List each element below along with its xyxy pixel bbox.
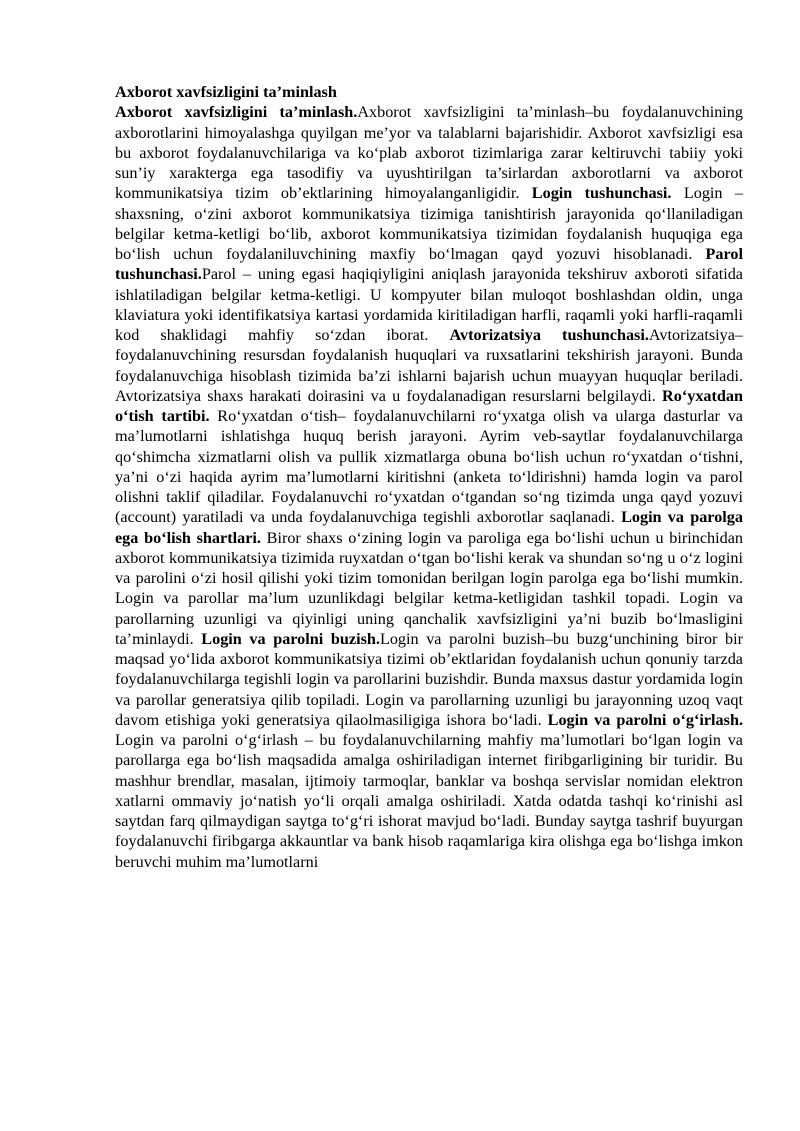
term-login-parol-shartlari: Login va parolga ega boʻlish shartlari. [115, 508, 743, 547]
text-login: Login – shaxsning, oʻzini axborot kommunikatsiya tizimiga tanishtirish jarayonida qoʻllaniladigan belgilar ketma-ketligi boʻlib, axborot kommunikatsiya tizimidan foydalanish huquqiga ega boʻlish uchun foydalaniluvchining maxfiy boʻlmagan qayd yozuvi hisoblanadi. [115, 184, 743, 263]
text-parolni-buzish: Login va parolni buzish–bu buzgʻunchining biror bir maqsad yoʻlida axborot kommunikatsiya tizimi ob’ektlaridan foydalanish uchun qonuniy tarzda foydalanuvchilarga tegishli login va parollarini buzishdir. Bunda maxsus dastur yordamida login va parollar generatsiya qilib topiladi. Login va parollarning uzunligi bu jarayonning uzoq vaqt davom etishiga yoki generatsiya qilaolmasiligiga ishora boʻladi. [115, 629, 744, 729]
term-login: Login tushunchasi. [531, 184, 672, 203]
text-parolni-ogirlash: Login va parolni oʻgʻirlash – bu foydalanuvchilarning mahfiy ma’lumotlari boʻlgan login va parollarga ega boʻlish maqsadida amalga oshiriladigan internet firibgarligining bir turidir. Bu mashhur brendlar, masalan, ijtimoiy tarmoqlar, banklar va boshqa servislar nomidan elektron xatlarni ommaviy joʻnatish yoʻli orqali amalga oshiriladi. Xatda odatda tashqi koʻrinishi asl saytdan farq qilmaydigan saytga toʻgʻri ishorat mavjud boʻladi. Bunday saytga tashrif buyurgan foydalanuvchi firibgarga akkauntlar va bank hisob raqamlariga kira olishga ega boʻlishga imkon beruvchi muhim ma’lumotlarni [115, 731, 743, 871]
term-avtorizatsiya: Avtorizatsiya tushunchasi. [449, 326, 649, 344]
term-parolni-buzish: Login va parolni buzish. [201, 629, 380, 648]
document-title: Axborot xavfsizligini ta’minlash [115, 83, 337, 101]
document-body-paragraph [115, 102, 743, 872]
term-parolni-ogirlash: Login va parolni oʻgʻirlash. [547, 710, 743, 729]
text-login-parol-shartlari: Biror shaxs oʻzining login va paroliga ega boʻlishi uchun u birinchidan axborot kommunikatsiya tizimida ruyxatdan oʻtgan boʻlishi kerak va shundan soʻng u oʻz logini va parolini oʻzi hosil qilishi yoki tizim tomonidan berilgan login parolga ega boʻlishi mumkin. Login va parollar ma’lum uzunlikdagi belgilar ketma-ketligidan tashkil topadi. Login va parollarning uzunligi va qiyinligi uning qanchalik xavfsizligini ya’ni buzib boʻlmasligini ta’minlaydi. [115, 528, 743, 648]
text-avtorizatsiya: Avtorizatsiya–foydalanuvchining resursdan foydalanish huquqlari va ruxsatlarini tekshirish jarayoni. Bunda foydalanuvchiga hisoblash tizimida ba’zi ishlarni bajarish uchun muayyan huquqlar beriladi. Avtorizatsiya shaxs harakati doirasini va u foydalanadigan resurslarni belgilaydi. [115, 326, 743, 405]
text-axborot-xavfsizligi: Axborot xavfsizligini ta’minlash–bu foydalanuvchining axborotlarini himoyalashga quyilgan me’yor va talablarni bajarishidir. Axborot xavfsizligi esa bu axborot foydalanuvchilariga va koʻplab axborot tizimlariga zarar keltiruvchi tabiiy yoki sun’iy xarakterga ega tasodifiy va uyushtirilgan ta’sirlardan axborotlarni va axborot kommunikatsiya tizim ob’ektlarining himoyalanganligidir. [115, 103, 743, 203]
text-parol: Parol – uning egasi haqiqiyligini aniqlash jarayonida tekshiruv axboroti sifatida ishlatiladigan belgilar ketma-ketligi. U kompyuter bilan muloqot boshlashdan oldin, unga klaviatura yoki identifikatsiya kartasi yordamida kiritiladigan harfli, raqamli yoki harfli-raqamli kod shaklidagi mahfiy soʻzdan iborat. [115, 265, 743, 344]
term-royxatdan-otish: Roʻyxatdan oʻtish tartibi. [115, 386, 743, 425]
document-page [115, 82, 743, 872]
term-axborot-xavfsizligi: Axborot xavfsizligini ta’minlash. [115, 103, 358, 122]
term-parol: Parol tushunchasi. [115, 245, 743, 284]
text-royxatdan-otish: Roʻyxatdan oʻtish– foydalanuvchilarni roʻyxatga olish va ularga dasturlar va ma’lumotlarni ishlatishga huquq berish jarayoni. Ayrim veb-saytlar foydalanuvchilarga qoʻshimcha xizmatlarni olish va pullik xizmatlarga obuna boʻlish uchun roʻyxatdan oʻtishni, ya’ni oʻzi haqida ayrim ma’lumotlarni kiritishni (anketa toʻldirishni) hamda login va parol olishni taklif qiladilar. Foydalanuvchi roʻyxatdan oʻtgandan soʻng tizimda unga qayd yozuvi (account) yaratiladi va unda foydalanuvchiga tegishli axborotlar saqlanadi. [115, 407, 743, 527]
